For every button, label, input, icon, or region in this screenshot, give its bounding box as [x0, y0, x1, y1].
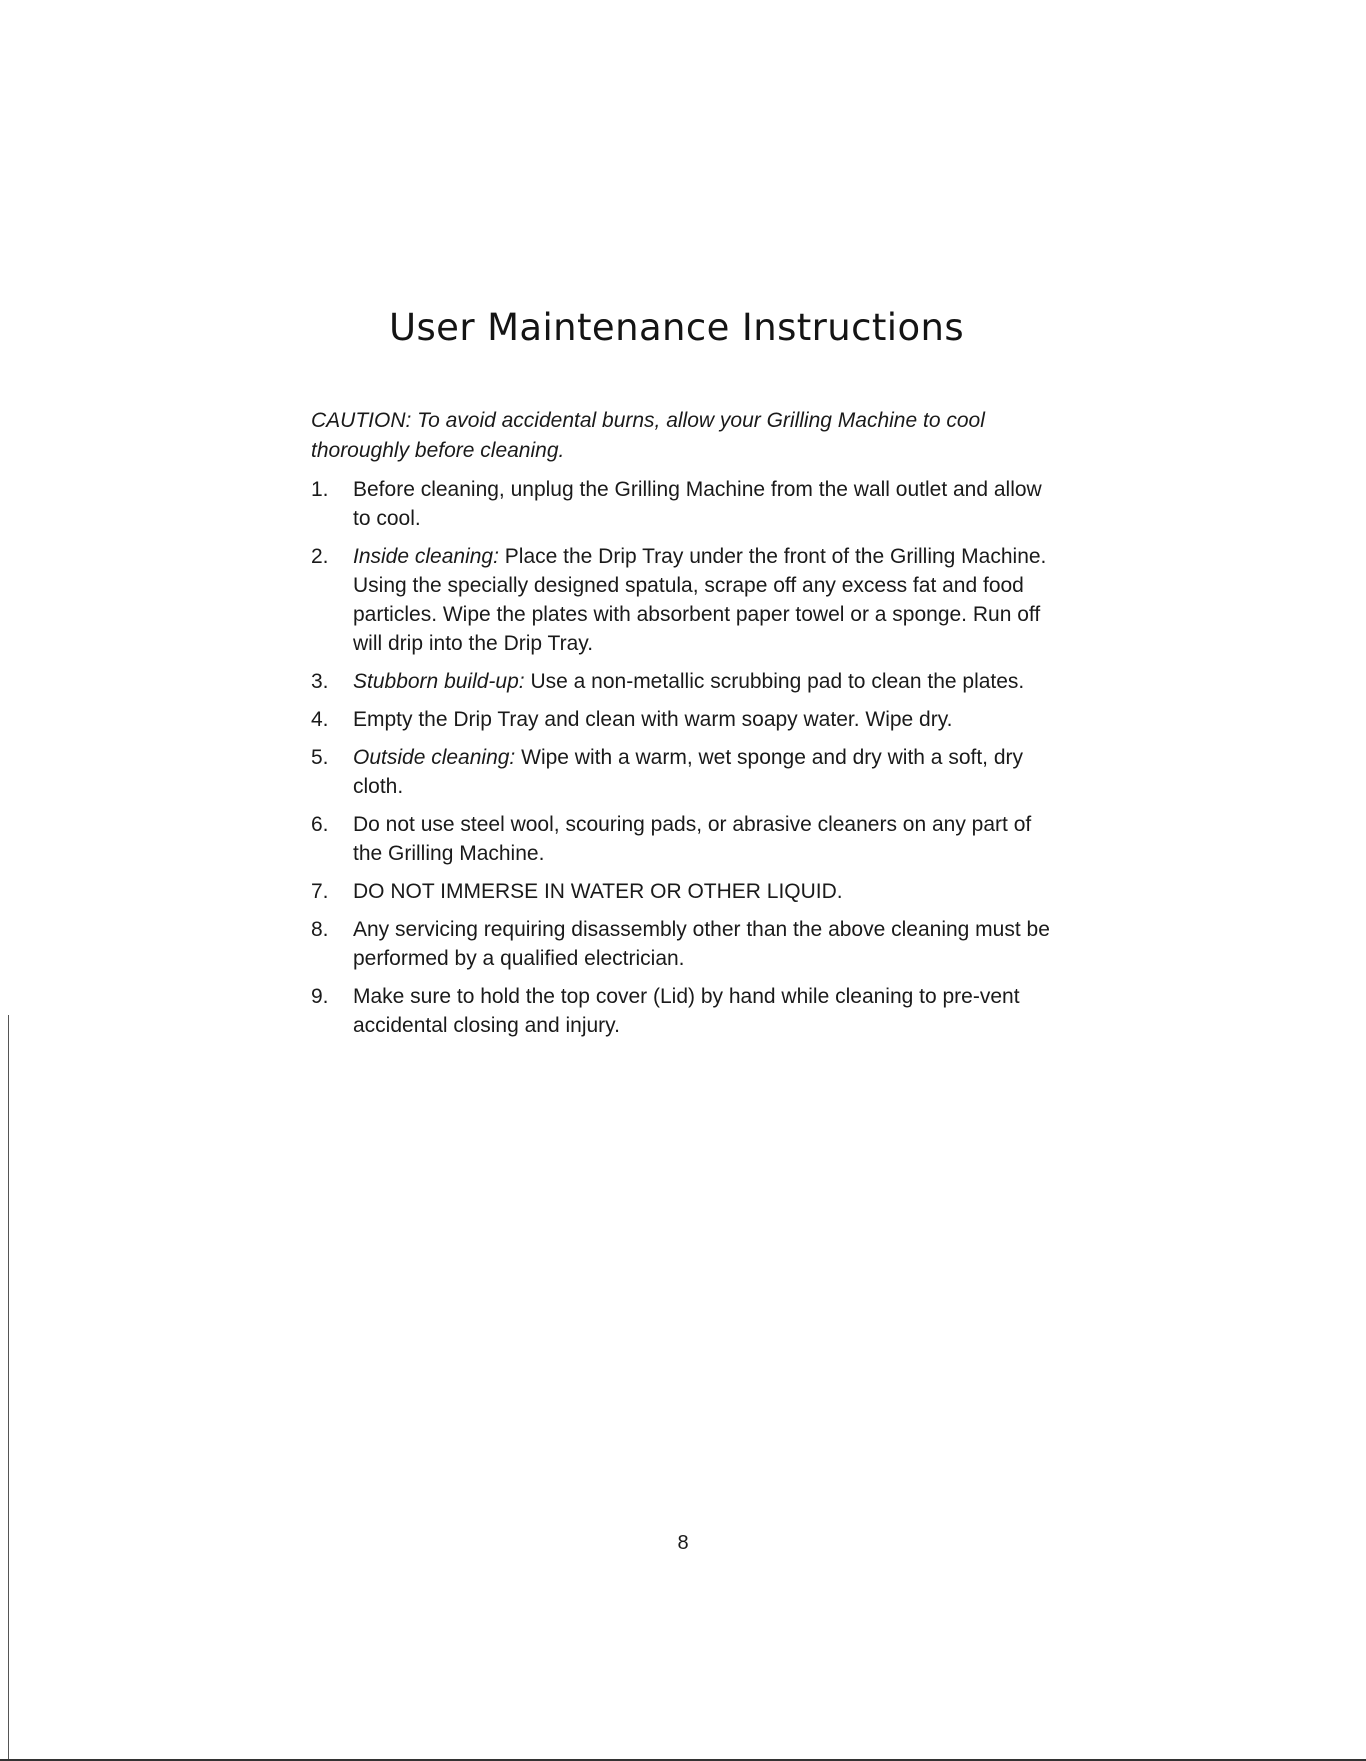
instruction-item-5 — [311, 743, 1051, 801]
item-text: Place the Drip Tray under the front of the Grilling Machine. Using the specially designed spatula, scrape off any excess fat and food particles. Wipe the plates with absorbent paper towel or a sponge. Run off will drip into the Drip Tray. — [353, 545, 1047, 655]
item-text: Before cleaning, unplug the Grilling Machine from the wall outlet and allow to cool. — [353, 478, 1042, 530]
instruction-item-4 — [311, 705, 1051, 734]
item-text: Use a non-metallic scrubbing pad to clean the plates. — [530, 670, 1025, 693]
item-number: 9. — [311, 985, 329, 1008]
instruction-item-8 — [311, 915, 1051, 973]
item-number: 5. — [311, 746, 329, 769]
item-number: 8. — [311, 918, 329, 941]
item-text: Do not use steel wool, scouring pads, or abrasive cleaners on any part of the Grilling Machine. — [353, 813, 1032, 865]
instruction-list — [311, 475, 1051, 1049]
item-number: 2. — [311, 545, 329, 568]
instruction-item-7 — [311, 877, 1051, 906]
item-number: 6. — [311, 813, 329, 836]
item-text: DO NOT IMMERSE IN WATER OR OTHER LIQUID. — [353, 880, 843, 903]
caution-note: CAUTION: To avoid accidental burns, allow your Grilling Machine to cool thoroughly before cleaning. — [311, 409, 985, 462]
item-text: Empty the Drip Tray and clean with warm soapy water. Wipe dry. — [353, 708, 953, 731]
item-lead: Stubborn build-up: — [353, 670, 525, 693]
instruction-item-9 — [311, 982, 1051, 1040]
item-lead: Outside cleaning: — [353, 746, 516, 769]
instruction-item-2 — [311, 542, 1051, 658]
item-text: Make sure to hold the top cover (Lid) by hand while cleaning to pre-vent accidental closing and injury. — [353, 985, 1020, 1037]
instruction-item-6 — [311, 810, 1051, 868]
item-number: 1. — [311, 478, 329, 501]
item-text: Any servicing requiring disassembly other than the above cleaning must be performed by a qualified electrician. — [353, 918, 1050, 970]
item-lead: Inside cleaning: — [353, 545, 499, 568]
instruction-item-3 — [311, 667, 1051, 696]
instruction-item-1 — [311, 475, 1051, 533]
page-title: User Maintenance Instructions — [389, 306, 965, 349]
scan-margin-line — [8, 1015, 9, 1761]
item-number: 4. — [311, 708, 329, 731]
item-text: Wipe with a warm, wet sponge and dry with a soft, dry cloth. — [353, 746, 1024, 798]
page-number: 8 — [677, 1532, 689, 1554]
item-number: 7. — [311, 880, 329, 903]
item-number: 3. — [311, 670, 329, 693]
